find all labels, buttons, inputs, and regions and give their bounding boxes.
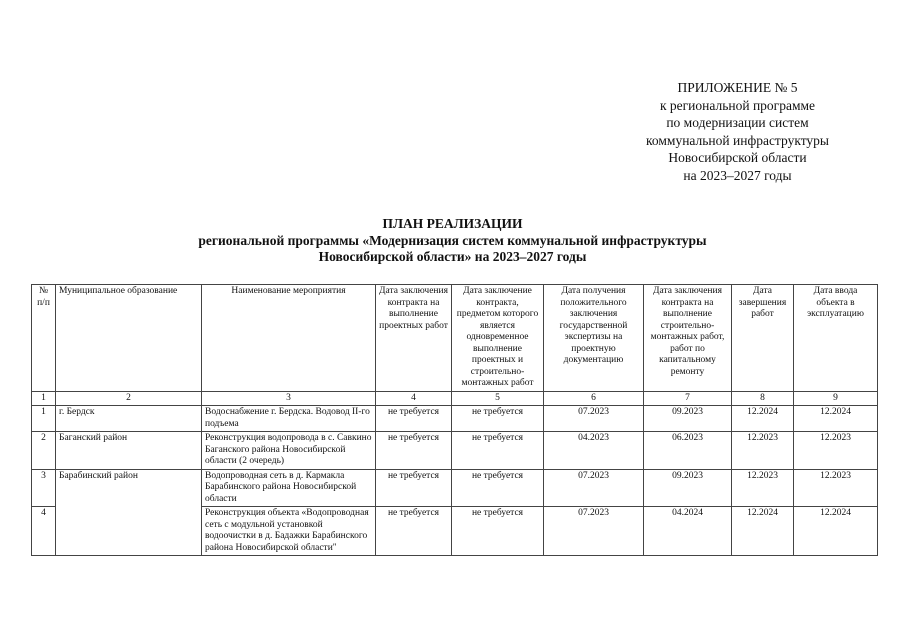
table-row bbox=[32, 469, 878, 507]
completion-date-cell: 12.2023 bbox=[732, 432, 794, 470]
appendix-line: к региональной программе bbox=[659, 97, 816, 113]
appendix-line: по модернизации систем bbox=[666, 115, 809, 130]
construction-contract-cell: 06.2023 bbox=[644, 432, 732, 470]
column-number: 7 bbox=[644, 391, 732, 406]
design-contract-cell: не требуется bbox=[376, 406, 452, 432]
column-number-row bbox=[32, 391, 878, 406]
combined-contract-cell: не требуется bbox=[452, 406, 544, 432]
column-number: 4 bbox=[376, 391, 452, 406]
expertise-date-cell: 07.2023 bbox=[544, 507, 644, 556]
municipality-cell: Барабинский район bbox=[56, 469, 202, 556]
header-cell: Дата заключение контракта, предметом которого является одновременное выполнение проектных и строительно-монтажных работ bbox=[452, 285, 544, 392]
row-number: 4 bbox=[32, 507, 56, 556]
expertise-date-cell: 07.2023 bbox=[544, 469, 644, 507]
completion-date-cell: 12.2023 bbox=[732, 469, 794, 507]
expertise-date-cell: 07.2023 bbox=[544, 406, 644, 432]
commissioning-date-cell: 12.2023 bbox=[794, 469, 878, 507]
appendix-line: Новосибирской области bbox=[668, 150, 807, 165]
column-number: 3 bbox=[202, 391, 376, 406]
title-line: Новосибирской области» на 2023–2027 годы bbox=[318, 249, 587, 264]
header-cell: № п/п bbox=[32, 285, 56, 392]
row-number: 1 bbox=[32, 406, 56, 432]
municipality-cell: г. Бердск bbox=[56, 406, 202, 432]
title-line: региональной программы «Модернизация систем коммунальной инфраструктуры bbox=[198, 232, 707, 248]
table-row bbox=[32, 406, 878, 432]
header-cell: Дата получения положительного заключения государственной экспертизы на проектную документацию bbox=[544, 285, 644, 392]
appendix-line: на 2023–2027 годы bbox=[683, 167, 792, 183]
header-cell: Муниципальное образование bbox=[56, 285, 202, 392]
commissioning-date-cell: 12.2023 bbox=[794, 432, 878, 470]
row-number: 3 bbox=[32, 469, 56, 507]
design-contract-cell: не требуется bbox=[376, 507, 452, 556]
column-number: 1 bbox=[32, 391, 56, 406]
appendix-line: коммунальной инфраструктуры bbox=[646, 132, 829, 148]
implementation-plan-table bbox=[31, 284, 878, 556]
column-number: 2 bbox=[56, 391, 202, 406]
event-cell: Реконструкция объекта «Водопроводная сеть с модульной установкой водоочистки в д. Бадажки Барабинского района Новосибирской области" bbox=[202, 507, 376, 556]
document-title bbox=[60, 216, 845, 266]
row-number: 2 bbox=[32, 432, 56, 470]
column-number: 6 bbox=[544, 391, 644, 406]
table-row bbox=[32, 432, 878, 470]
design-contract-cell: не требуется bbox=[376, 469, 452, 507]
construction-contract-cell: 09.2023 bbox=[644, 406, 732, 432]
completion-date-cell: 12.2024 bbox=[732, 406, 794, 432]
header-cell: Дата заключения контракта на выполнение проектных работ bbox=[376, 285, 452, 392]
header-cell: Дата ввода объекта в эксплуатацию bbox=[794, 285, 878, 392]
column-number: 8 bbox=[732, 391, 794, 406]
construction-contract-cell: 04.2024 bbox=[644, 507, 732, 556]
event-cell: Водоснабжение г. Бердска. Водовод II-го подъема bbox=[202, 406, 376, 432]
combined-contract-cell: не требуется bbox=[452, 432, 544, 470]
title-line: ПЛАН РЕАЛИЗАЦИИ bbox=[382, 216, 523, 231]
appendix-line: ПРИЛОЖЕНИЕ № 5 bbox=[677, 80, 798, 95]
header-cell: Наименование мероприятия bbox=[202, 285, 376, 392]
event-cell: Реконструкция водопровода в с. Савкино Баганского района Новосибирской области (2 очередь) bbox=[202, 432, 376, 470]
header-row bbox=[32, 285, 878, 392]
municipality-cell: Баганский район bbox=[56, 432, 202, 470]
combined-contract-cell: не требуется bbox=[452, 469, 544, 507]
column-number: 5 bbox=[452, 391, 544, 406]
appendix-header bbox=[600, 79, 875, 184]
commissioning-date-cell: 12.2024 bbox=[794, 406, 878, 432]
design-contract-cell: не требуется bbox=[376, 432, 452, 470]
header-cell: Дата заключения контракта на выполнение строительно-монтажных работ, работ по капитальному ремонту bbox=[644, 285, 732, 392]
combined-contract-cell: не требуется bbox=[452, 507, 544, 556]
header-cell: Дата завершения работ bbox=[732, 285, 794, 392]
column-number: 9 bbox=[794, 391, 878, 406]
expertise-date-cell: 04.2023 bbox=[544, 432, 644, 470]
event-cell: Водопроводная сеть в д. Кармакла Барабинского района Новосибирской области bbox=[202, 469, 376, 507]
commissioning-date-cell: 12.2024 bbox=[794, 507, 878, 556]
completion-date-cell: 12.2024 bbox=[732, 507, 794, 556]
construction-contract-cell: 09.2023 bbox=[644, 469, 732, 507]
